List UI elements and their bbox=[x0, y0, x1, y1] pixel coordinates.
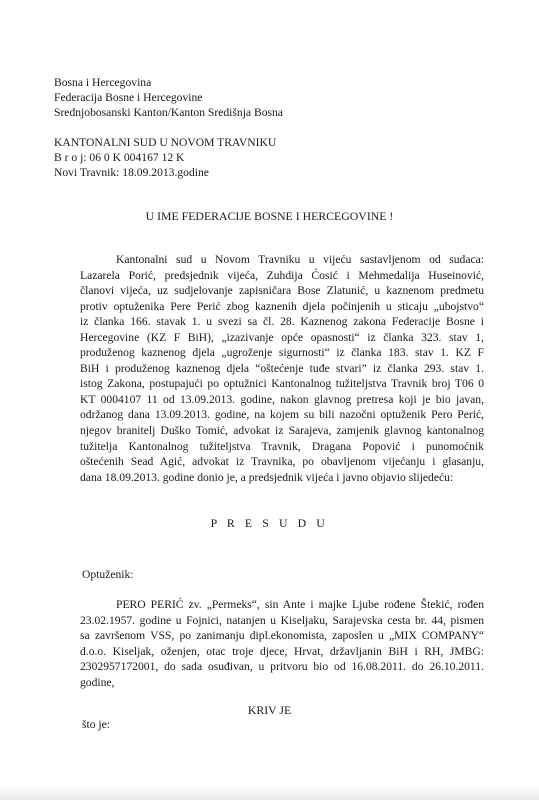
guilty-heading: KRIV JE bbox=[247, 703, 292, 717]
paragraph-line: njegov branitelj Duško Tomić, advokat iz Sarajeva, zamjenik glavnog kantonalnog bbox=[80, 424, 484, 438]
court-name: KANTONALNI SUD U NOVOM TRAVNIKU bbox=[54, 136, 277, 149]
place-and-date: Novi Travnik: 18.09.2013.godine bbox=[54, 166, 209, 179]
case-number: B r o j: 06 0 K 004167 12 K bbox=[54, 151, 185, 164]
paragraph-line: 23.02.1957. godine u Fojnici, natanjen u Kiseljaku, Sarajevska cesta br. 44, pismen bbox=[80, 613, 484, 627]
paragraph-line: produženog kaznenog djela „ugroženje sigurnosti“ iz članka 183. stav 1. KZ F bbox=[80, 346, 484, 360]
page-bottom-edge bbox=[0, 786, 539, 800]
paragraph-line: 2302957172001, do sada osuđivan, u pritvoru bio od 16.08.2011. do 26.10.2011. bbox=[80, 660, 484, 674]
paragraph-line: BiH i produženog kaznenog djela “oštećenje tuđe stvari” iz članka 293. stav 1. bbox=[80, 361, 484, 375]
paragraph-line: KT 0004107 11 od 13.09.2013. godine, nakon glavnog pretresa koji je bio javan, bbox=[80, 392, 484, 406]
paragraph-line: Kantonalni sud u Novom Travniku u vijeću sastavljenom od sudaca: bbox=[116, 253, 484, 266]
paragraph-line: tužitelja Kantonalnog tužiteljstva Travnik, Dragana Popović i punomoćnik bbox=[80, 439, 484, 453]
sto-je-label: što je: bbox=[82, 718, 111, 731]
paragraph-line: protiv optuženika Pere Perić zbog kaznenih djela počinjenih u sticaju „ubojstvo“ bbox=[80, 299, 484, 313]
paragraph-line: godine, bbox=[80, 675, 115, 689]
paragraph-line: oštećenih Sead Agić, advokat iz Travnika, po obavljenom vijećanju i glasanju, bbox=[80, 455, 484, 469]
paragraph-line: članovi vijeća, uz sudjelovanje zapisničara Bose Zlatunić, u kaznenom predmetu bbox=[80, 284, 484, 298]
paragraph-line: Hercegovine (KZ F BiH), „izazivanje opće opasnosti“ iz članka 323. stav 1, bbox=[80, 330, 484, 344]
paragraph-line: Lazarela Porić, predsjednik vijeća, Zuhdija Ćosić i Mehmedalija Huseinović, bbox=[80, 268, 484, 282]
paragraph-line: sa završenom VSS, po zanimanju dipl.ekonomista, zaposlen u „MIX COMPANY“ bbox=[80, 629, 484, 643]
header-country: Bosna i Hercegovina bbox=[54, 76, 152, 89]
invocation-heading: U IME FEDERACIJE BOSNE I HERCEGOVINE ! bbox=[145, 209, 394, 223]
accused-label: Optuženik: bbox=[82, 568, 134, 581]
header-canton: Srednjobosanski Kanton/Kanton Središnja Bosna bbox=[54, 106, 283, 119]
paragraph-line: PERO PERIĆ zv. „Permeks“, sin Ante i majke Ljube rođene Štekić, rođen bbox=[116, 598, 484, 611]
paragraph-line: istog Zakona, postupajući po optužnici Kantonalnog tužiteljstva Travnik broj T06 0 bbox=[80, 377, 484, 391]
accused-paragraph bbox=[80, 597, 484, 690]
intro-paragraph bbox=[80, 252, 484, 485]
paragraph-line: d.o.o. Kiseljak, oženjen, otac troje djece, Hrvat, državljanin BiH i RH, JMBG: bbox=[80, 644, 484, 658]
paragraph-line: održanog dana 13.09.2013. godine, na kojem su bili nazočni optuženik Pero Perić, bbox=[80, 408, 484, 422]
paragraph-line: dana 18.09.2013. godine donio je, a predsjednik vijeća i javno objavio slijedeću: bbox=[80, 470, 454, 484]
header-federation: Federacija Bosne i Hercegovine bbox=[54, 91, 203, 104]
verdict-title: P R E S U D U bbox=[210, 516, 329, 530]
paragraph-line: iz članka 166. stavak 1. u svezi sa čl. 28. Kaznenog zakona Federacije Bosne i bbox=[80, 315, 484, 329]
